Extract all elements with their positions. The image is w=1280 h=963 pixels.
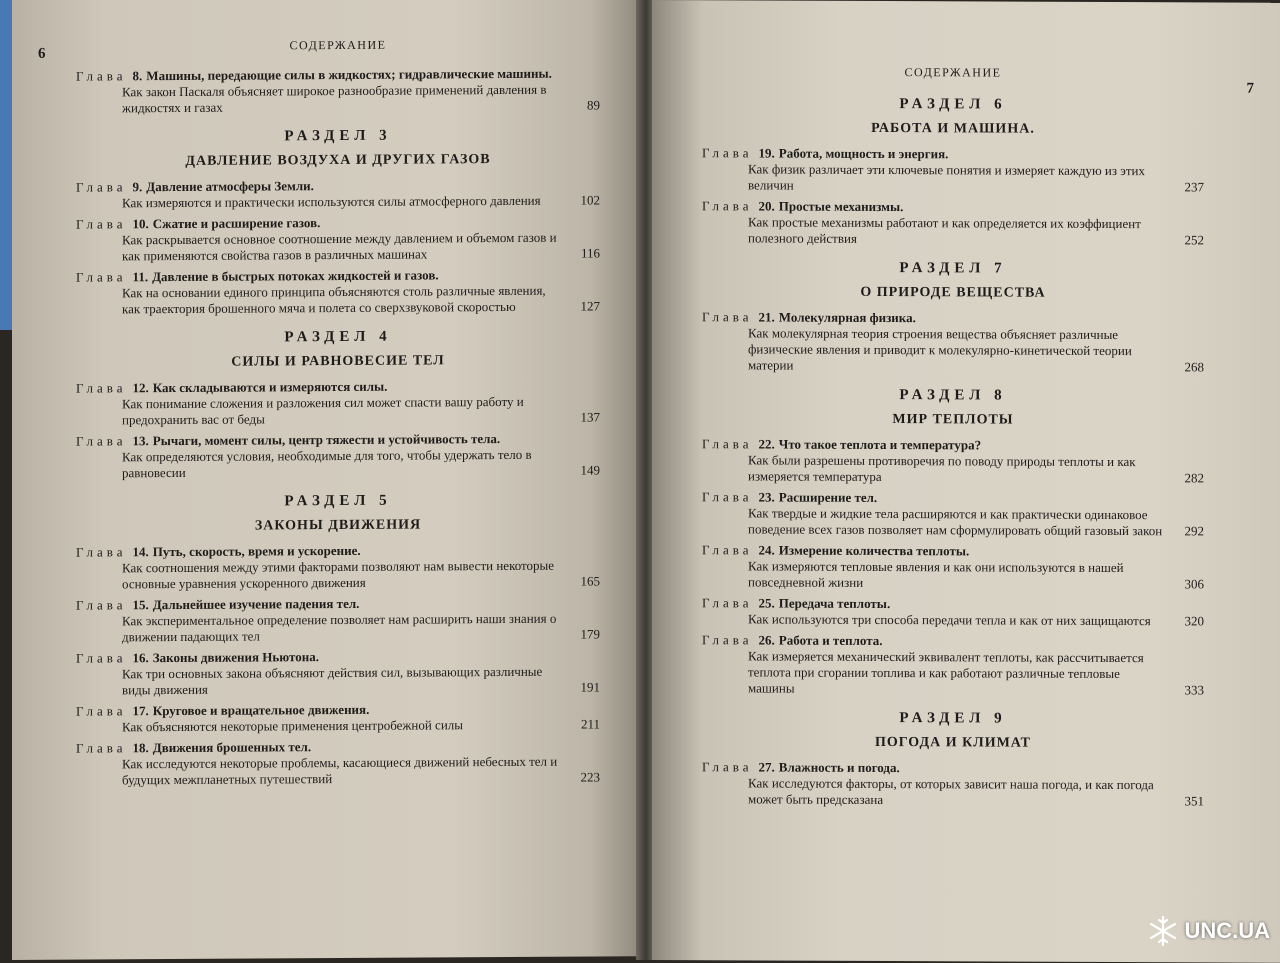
chapter-page-number: 179: [580, 626, 600, 642]
chapter-number: 21.: [758, 309, 775, 325]
chapter-page-number: 333: [1184, 682, 1204, 698]
chapter-word: Глава: [702, 632, 753, 648]
chapter-page-number: 282: [1184, 470, 1204, 486]
toc-chapter-entry: [76, 593, 600, 645]
chapter-description-row: [748, 505, 1204, 539]
chapter-page-number: 292: [1184, 523, 1204, 539]
right-page-header: [702, 64, 1254, 97]
toc-chapter-entry: [76, 646, 600, 698]
section-title: О ПРИРОДЕ ВЕЩЕСТВА: [860, 284, 1046, 301]
chapter-page-number: 127: [580, 298, 600, 314]
chapter-word: Глава: [76, 179, 127, 195]
chapter-title: Работа, мощность и энергия.: [778, 145, 949, 162]
section-heading: [76, 125, 600, 172]
section-heading: [702, 94, 1204, 140]
section-label: РАЗДЕЛ 3: [284, 127, 392, 145]
chapter-number: 11.: [132, 269, 149, 285]
chapter-word: Глава: [702, 198, 753, 214]
chapter-title: Работа и теплота.: [778, 632, 883, 649]
chapter-word: Глава: [702, 759, 753, 775]
chapter-number: 15.: [132, 597, 149, 613]
chapter-word: Глава: [76, 544, 127, 560]
chapter-heading: [702, 631, 1204, 650]
chapter-title: Влажность и погода.: [778, 759, 900, 776]
chapter-page-number: 223: [580, 769, 600, 785]
chapter-word: Глава: [702, 436, 753, 452]
chapter-word: Глава: [76, 703, 127, 719]
section-label: РАЗДЕЛ 9: [899, 710, 1007, 727]
chapter-number: 18.: [132, 740, 149, 756]
chapter-heading: [702, 541, 1204, 560]
section-heading: [702, 385, 1204, 431]
chapter-title: Что такое теплота и температура?: [778, 436, 982, 453]
chapter-description: Как измеряются и практически используются силы атмосферного давления: [122, 192, 541, 211]
section-title: МИР ТЕПЛОТЫ: [892, 412, 1014, 428]
chapter-description-row: [122, 446, 600, 481]
chapter-heading: [702, 758, 1204, 777]
chapter-number: 24.: [758, 542, 775, 558]
toc-chapter-entry: [702, 144, 1204, 195]
chapter-word: Глава: [76, 433, 127, 449]
chapter-title: Давление в быстрых потоках жидкостей и газов.: [152, 267, 439, 285]
chapter-page-number: 89: [587, 97, 600, 113]
section-title: ДАВЛЕНИЕ ВОЗДУХА И ДРУГИХ ГАЗОВ: [185, 152, 491, 169]
toc-chapter-entry: [76, 540, 600, 592]
toc-chapter-entry: [702, 631, 1204, 698]
chapter-description-row: [122, 81, 600, 116]
chapter-description-row: [122, 716, 600, 735]
toc-chapter-entry: [702, 594, 1204, 629]
chapter-number: 10.: [132, 216, 149, 232]
chapter-description-row: [122, 393, 600, 428]
chapter-title: Измерение количества теплоты.: [778, 542, 970, 559]
toc-chapter-entry: [76, 699, 600, 735]
chapter-description-row: [122, 557, 600, 592]
chapter-page-number: 320: [1184, 613, 1204, 629]
chapter-word: Глава: [702, 489, 753, 505]
chapter-description-row: [748, 648, 1204, 698]
section-heading: [76, 490, 600, 537]
chapter-description-row: [122, 229, 600, 264]
chapter-description: Как исследуются факторы, от которых зависит наша погода, и как погода может быть предсказана: [748, 775, 1154, 808]
chapter-word: Глава: [702, 595, 753, 611]
chapter-number: 14.: [132, 544, 149, 560]
chapter-title: Дальнейшее изучение падения тел.: [152, 595, 360, 613]
chapter-page-number: 252: [1184, 232, 1204, 248]
chapter-heading: [702, 144, 1204, 163]
toc-chapter-entry: [702, 308, 1204, 375]
chapter-number: 17.: [132, 703, 149, 719]
chapter-title: Как складываются и измеряются силы.: [152, 378, 388, 396]
chapter-number: 23.: [758, 489, 775, 505]
left-page: [12, 0, 640, 960]
chapter-title: Машины, передающие силы в жидкостях; гидравлические машины.: [146, 65, 552, 84]
chapter-number: 22.: [758, 436, 775, 452]
section-title: РАБОТА И МАШИНА.: [871, 120, 1035, 137]
section-title: ПОГОДА И КЛИМАТ: [874, 734, 1032, 751]
chapter-page-number: 268: [1184, 359, 1204, 375]
chapter-number: 8.: [132, 68, 143, 84]
section-title: СИЛЫ И РАВНОВЕСИЕ ТЕЛ: [231, 353, 445, 370]
chapter-word: Глава: [76, 650, 127, 666]
chapter-heading: [702, 197, 1204, 216]
chapter-description: Как закон Паскаля объясняет широкое разнообразие применений давления в жидкостях и газах: [122, 81, 547, 116]
section-heading: [702, 708, 1204, 754]
chapter-word: Глава: [76, 68, 127, 84]
chapter-heading: [702, 594, 1204, 613]
chapter-word: Глава: [76, 597, 127, 613]
chapter-description-row: [122, 192, 600, 211]
left-page-number: 6: [38, 45, 46, 62]
right-toc-list: [702, 94, 1204, 809]
chapter-word: Глава: [702, 542, 753, 558]
chapter-description: Как раскрывается основное соотношение между давлением и объемом газов и как применяются свойства газов в различных машинах: [122, 229, 557, 264]
section-label: РАЗДЕЛ 8: [899, 387, 1007, 404]
chapter-heading: [702, 308, 1204, 327]
chapter-page-number: 149: [580, 462, 600, 478]
toc-chapter-entry: [702, 435, 1204, 486]
section-heading: [702, 258, 1204, 304]
chapter-description: Как определяются условия, необходимые для того, чтобы удержать тело в равновесии: [122, 446, 532, 481]
chapter-title: Простые механизмы.: [778, 198, 904, 215]
section-label: РАЗДЕЛ 5: [284, 492, 392, 510]
chapter-title: Давление атмосферы Земли.: [146, 178, 314, 195]
toc-chapter-entry: [702, 488, 1204, 539]
chapter-word: Глава: [76, 380, 127, 396]
toc-chapter-entry: [76, 212, 600, 264]
chapter-title: Сжатие и расширение газов.: [152, 215, 321, 232]
chapter-title: Передача теплоты.: [778, 595, 891, 612]
watermark: [1146, 914, 1270, 948]
chapter-page-number: 237: [1184, 179, 1204, 195]
toc-chapter-entry: [76, 175, 600, 211]
chapter-description: Как физик различает эти ключевые понятия и измеряет каждую из этих величин: [748, 161, 1145, 193]
chapter-page-number: 191: [580, 679, 600, 695]
chapter-title: Расширение тел.: [778, 489, 878, 505]
left-toc-list: [76, 64, 600, 788]
chapter-heading: [702, 488, 1204, 507]
chapter-page-number: 116: [580, 245, 600, 261]
chapter-description: Как экспериментальное определение позволяет нам расширить наши знания о движении падающих тел: [122, 610, 557, 645]
section-label: РАЗДЕЛ 6: [899, 96, 1007, 113]
chapter-description: Как были разрешены противоречия по поводу природы теплоты и как измеряется температура: [748, 452, 1136, 485]
section-heading: [76, 326, 600, 373]
chapter-description-row: [122, 282, 600, 317]
chapter-page-number: 137: [580, 409, 600, 425]
chapter-number: 25.: [758, 595, 775, 611]
chapter-description-row: [122, 610, 600, 645]
chapter-description: Как используются три способа передачи тепла и как от них защищаются: [748, 611, 1151, 629]
left-running-head: СОДЕРЖАНИЕ: [289, 37, 387, 53]
chapter-title: Движения брошенных тел.: [152, 739, 312, 756]
chapter-word: Глава: [76, 269, 127, 285]
chapter-description-row: [748, 775, 1204, 809]
toc-chapter-entry: [76, 429, 600, 481]
chapter-description-row: [748, 325, 1204, 375]
section-label: РАЗДЕЛ 7: [899, 260, 1007, 277]
section-title: ЗАКОНЫ ДВИЖЕНИЯ: [254, 517, 422, 534]
chapter-description: Как измеряется механический эквивалент теплоты, как рассчитывается теплота при сгорании топлива и как работают различные тепловые машины: [748, 648, 1144, 696]
chapter-number: 12.: [132, 380, 149, 396]
left-page-header: [38, 36, 600, 62]
toc-chapter-entry: [702, 541, 1204, 592]
right-running-head: СОДЕРЖАНИЕ: [904, 65, 1002, 80]
toc-chapter-entry: [702, 197, 1204, 248]
section-label: РАЗДЕЛ 4: [284, 328, 392, 346]
chapter-title: Круговое и вращательное движения.: [152, 701, 370, 719]
chapter-word: Глава: [702, 145, 753, 161]
chapter-page-number: 211: [580, 716, 600, 732]
chapter-description-row: [122, 663, 600, 698]
chapter-description: Как понимание сложения и разложения сил может спасти вашу работу и предохранить вас от беды: [122, 393, 524, 428]
chapter-description-row: [748, 558, 1204, 592]
chapter-page-number: 165: [580, 573, 600, 589]
chapter-word: Глава: [76, 740, 127, 756]
chapter-page-number: 351: [1184, 793, 1204, 809]
chapter-description: Как исследуются некоторые проблемы, касающиеся движений небесных тел и будущих межпланетных путешествий: [122, 753, 558, 788]
toc-chapter-entry: [76, 265, 600, 317]
chapter-description: Как молекулярная теория строения вещества объясняет различные физические явления и приводит к молекулярно-кинетической теории материи: [748, 325, 1132, 373]
chapter-number: 16.: [132, 650, 149, 666]
chapter-word: Глава: [76, 216, 127, 232]
toc-chapter-entry: [76, 376, 600, 428]
chapter-description: Как соотношения между этими факторами позволяют нам вывести некоторые основные уравнения ускоренного движения: [122, 557, 555, 592]
chapter-number: 19.: [758, 145, 775, 161]
chapter-description-row: [122, 753, 600, 788]
chapter-description-row: [748, 452, 1204, 486]
chapter-heading: [702, 435, 1204, 454]
chapter-description-row: [748, 161, 1204, 195]
chapter-number: 20.: [758, 198, 775, 214]
chapter-number: 9.: [132, 179, 143, 195]
chapter-page-number: 306: [1184, 576, 1204, 592]
chapter-description: Как объясняются некоторые применения центробежной силы: [122, 717, 464, 735]
chapter-description: Как три основных закона объясняют действия сил, вызывающих различные виды движения: [122, 663, 543, 698]
right-page: [652, 0, 1280, 963]
chapter-title: Путь, скорость, время и ускорение.: [152, 542, 361, 560]
chapter-page-number: 102: [580, 192, 600, 208]
toc-chapter-entry: [702, 758, 1204, 809]
chapter-number: 13.: [132, 433, 149, 449]
snowflake-logo-icon: [1146, 914, 1180, 948]
chapter-description: Как измеряются тепловые явления и как они используются в нашей повседневной жизни: [748, 558, 1124, 590]
chapter-description: Как на основании единого принципа объясняются столь различные явления, как траектория брошенного мяча и полета со сверхзвуковой скоростью: [122, 282, 546, 317]
toc-chapter-entry: [76, 64, 600, 116]
chapter-description-row: [748, 611, 1204, 629]
chapter-description: Как простые механизмы работают и как определяется их коэффициент полезного действия: [748, 214, 1141, 246]
watermark-text: UNC.UA: [1184, 918, 1270, 943]
chapter-title: Молекулярная физика.: [778, 309, 916, 326]
chapter-number: 27.: [758, 759, 775, 775]
chapter-title: Рычаги, момент силы, центр тяжести и устойчивость тела.: [152, 431, 501, 449]
right-page-number: 7: [1246, 80, 1254, 97]
chapter-word: Глава: [702, 309, 753, 325]
chapter-title: Законы движения Ньютона.: [152, 649, 319, 666]
chapter-description: Как твердые и жидкие тела расширяются и как практически одинаковое поведение всех газов позволяет нам сформулировать общий газовый закон: [748, 505, 1163, 539]
chapter-description-row: [748, 214, 1204, 248]
chapter-number: 26.: [758, 632, 775, 648]
toc-chapter-entry: [76, 736, 600, 788]
